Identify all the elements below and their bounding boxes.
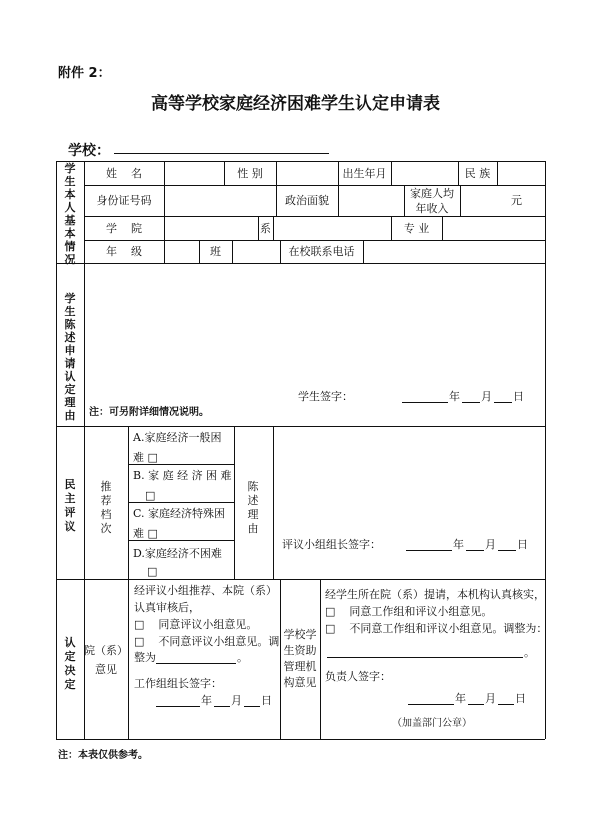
college-opinion-line1: 经评议小组推荐、本院（系）	[134, 584, 277, 597]
school-office-label-line4: 构意见	[283, 676, 317, 689]
school-adjust-end: 。	[524, 646, 535, 659]
ethnicity-value[interactable]	[498, 162, 544, 184]
college-opinion-label-line2: 意见	[95, 663, 117, 676]
option-c[interactable]	[133, 506, 233, 541]
signature-month-label: 月	[481, 390, 492, 403]
school-office-label-line2: 生资助	[283, 644, 317, 657]
school-day-label: 日	[515, 692, 526, 705]
grade-value[interactable]	[165, 241, 198, 262]
reason-label: 陈述理由	[247, 480, 259, 535]
college-month-line[interactable]	[214, 706, 230, 707]
review-month-line[interactable]	[466, 550, 484, 551]
college-opinion-label	[84, 643, 128, 677]
option-a-line1: A.家庭经济一般困	[133, 431, 222, 444]
review-reason-textarea[interactable]	[274, 427, 544, 527]
income-label	[404, 186, 460, 216]
footer-note: 注：本表仅供参考。	[58, 750, 148, 761]
option-c-line1: C. 家庭经济特殊困	[133, 507, 226, 520]
review-day-label: 日	[517, 538, 528, 551]
school-opinion-line1: 经学生所在院（系）提请，本机构认真核实，	[325, 588, 545, 601]
option-a-line2: 难 □	[133, 451, 158, 464]
college-agree-option[interactable]: □ 同意评议小组意见。	[134, 618, 258, 631]
college-adjust-line[interactable]	[156, 663, 236, 664]
school-adjust-line[interactable]	[327, 657, 523, 658]
signature-day-line[interactable]	[494, 402, 512, 403]
college-day-line[interactable]	[244, 706, 260, 707]
college-sign-label: 工作组组长签字：	[134, 677, 222, 690]
name-value[interactable]	[165, 162, 223, 184]
id-number-value[interactable]	[165, 186, 275, 215]
school-label: 学校：	[68, 143, 110, 159]
review-month-label: 月	[485, 538, 496, 551]
attachment-label: 附件 2：	[58, 66, 111, 81]
school-year-label: 年	[455, 692, 466, 705]
option-c-line2: 难 □	[133, 527, 158, 540]
phone-label: 在校联系电话	[288, 245, 355, 258]
college-value[interactable]	[165, 217, 257, 239]
school-month-line[interactable]	[468, 704, 484, 705]
school-seal-note: （加盖部门公章）	[392, 718, 472, 729]
birth-value[interactable]	[392, 162, 457, 184]
signature-year-line[interactable]	[402, 402, 448, 403]
school-field[interactable]	[114, 153, 329, 154]
recommend-level-label: 推荐档次	[100, 480, 112, 535]
option-b-line1: B. 家 庭 经 济 困 难	[133, 469, 232, 482]
signature-year-label: 年	[449, 390, 460, 403]
review-year-line[interactable]	[406, 550, 452, 551]
college-adjust-end: 。	[237, 651, 248, 664]
gender-value[interactable]	[277, 162, 337, 184]
school-office-label-line1: 学校学	[283, 628, 317, 641]
college-adjust-label: 整为	[134, 651, 156, 664]
college-opinion-label-line1: 院（系）	[84, 644, 128, 657]
option-a[interactable]	[133, 430, 233, 465]
college-year-label: 年	[201, 694, 212, 707]
option-d-line1: D.家庭经济不困难	[133, 547, 222, 560]
college-label: 学 院	[106, 222, 142, 235]
school-office-label-line3: 管理机	[283, 660, 317, 673]
college-opinion-line2: 认真审核后，	[134, 601, 200, 614]
college-opinion-text	[134, 582, 279, 650]
college-disagree-option[interactable]: □ 不同意评议小组意见。调	[134, 635, 280, 648]
school-disagree-option[interactable]: □ 不同意工作组和评议小组意见。调整为：	[325, 622, 548, 635]
signature-month-line[interactable]	[462, 402, 480, 403]
option-d-box: □	[147, 565, 158, 578]
section-basic-label: 学生本人基本情况	[64, 162, 76, 266]
section-decision-label: 认定决定	[64, 636, 76, 691]
ethnicity-label: 民 族	[464, 167, 491, 180]
option-b[interactable]	[133, 468, 233, 503]
signature-day-label: 日	[513, 390, 524, 403]
school-opinion-text	[325, 586, 548, 637]
birth-label: 出生年月	[342, 167, 387, 180]
option-d[interactable]	[133, 546, 233, 579]
statement-textarea[interactable]	[85, 264, 544, 389]
college-day-label: 日	[261, 694, 272, 707]
major-value[interactable]	[443, 217, 544, 239]
income-label-line2: 年收入	[415, 202, 449, 215]
phone-value[interactable]	[364, 241, 544, 262]
college-month-label: 月	[231, 694, 242, 707]
dept-value[interactable]	[274, 217, 390, 239]
statement-note: 注：可另附详细情况说明。	[89, 407, 209, 418]
income-label-line1: 家庭人均	[410, 187, 454, 200]
school-office-label	[280, 627, 320, 691]
review-year-label: 年	[453, 538, 464, 551]
class-value[interactable]	[233, 241, 279, 262]
option-b-line2: □	[145, 489, 156, 502]
student-signature-label: 学生签字：	[298, 390, 353, 403]
school-year-line[interactable]	[408, 704, 454, 705]
politics-label: 政治面貌	[285, 194, 329, 207]
income-value[interactable]	[461, 186, 544, 215]
school-agree-option[interactable]: □ 同意工作组和评议小组意见。	[325, 605, 493, 618]
yuan-unit: 元	[511, 194, 522, 207]
review-leader-sign-label: 评议小组组长签字：	[282, 538, 381, 551]
section-statement-label: 学生陈述申请认定理由	[64, 292, 76, 422]
politics-value[interactable]	[339, 186, 403, 215]
major-label: 专 业	[403, 222, 430, 235]
gender-label: 性 别	[237, 167, 263, 180]
dept-label: 系	[260, 222, 271, 235]
page-title: 高等学校家庭经济困难学生认定申请表	[151, 94, 440, 114]
section-review-label: 民主评议	[64, 478, 76, 533]
school-month-label: 月	[485, 692, 496, 705]
class-label: 班	[210, 245, 221, 258]
grade-label: 年 级	[106, 245, 142, 258]
school-sign-label: 负责人签字：	[325, 670, 391, 683]
school-day-line[interactable]	[498, 704, 514, 705]
name-label: 姓 名	[106, 167, 142, 180]
id-number-label: 身份证号码	[96, 194, 152, 207]
review-day-line[interactable]	[498, 550, 516, 551]
college-year-line[interactable]	[156, 706, 200, 707]
